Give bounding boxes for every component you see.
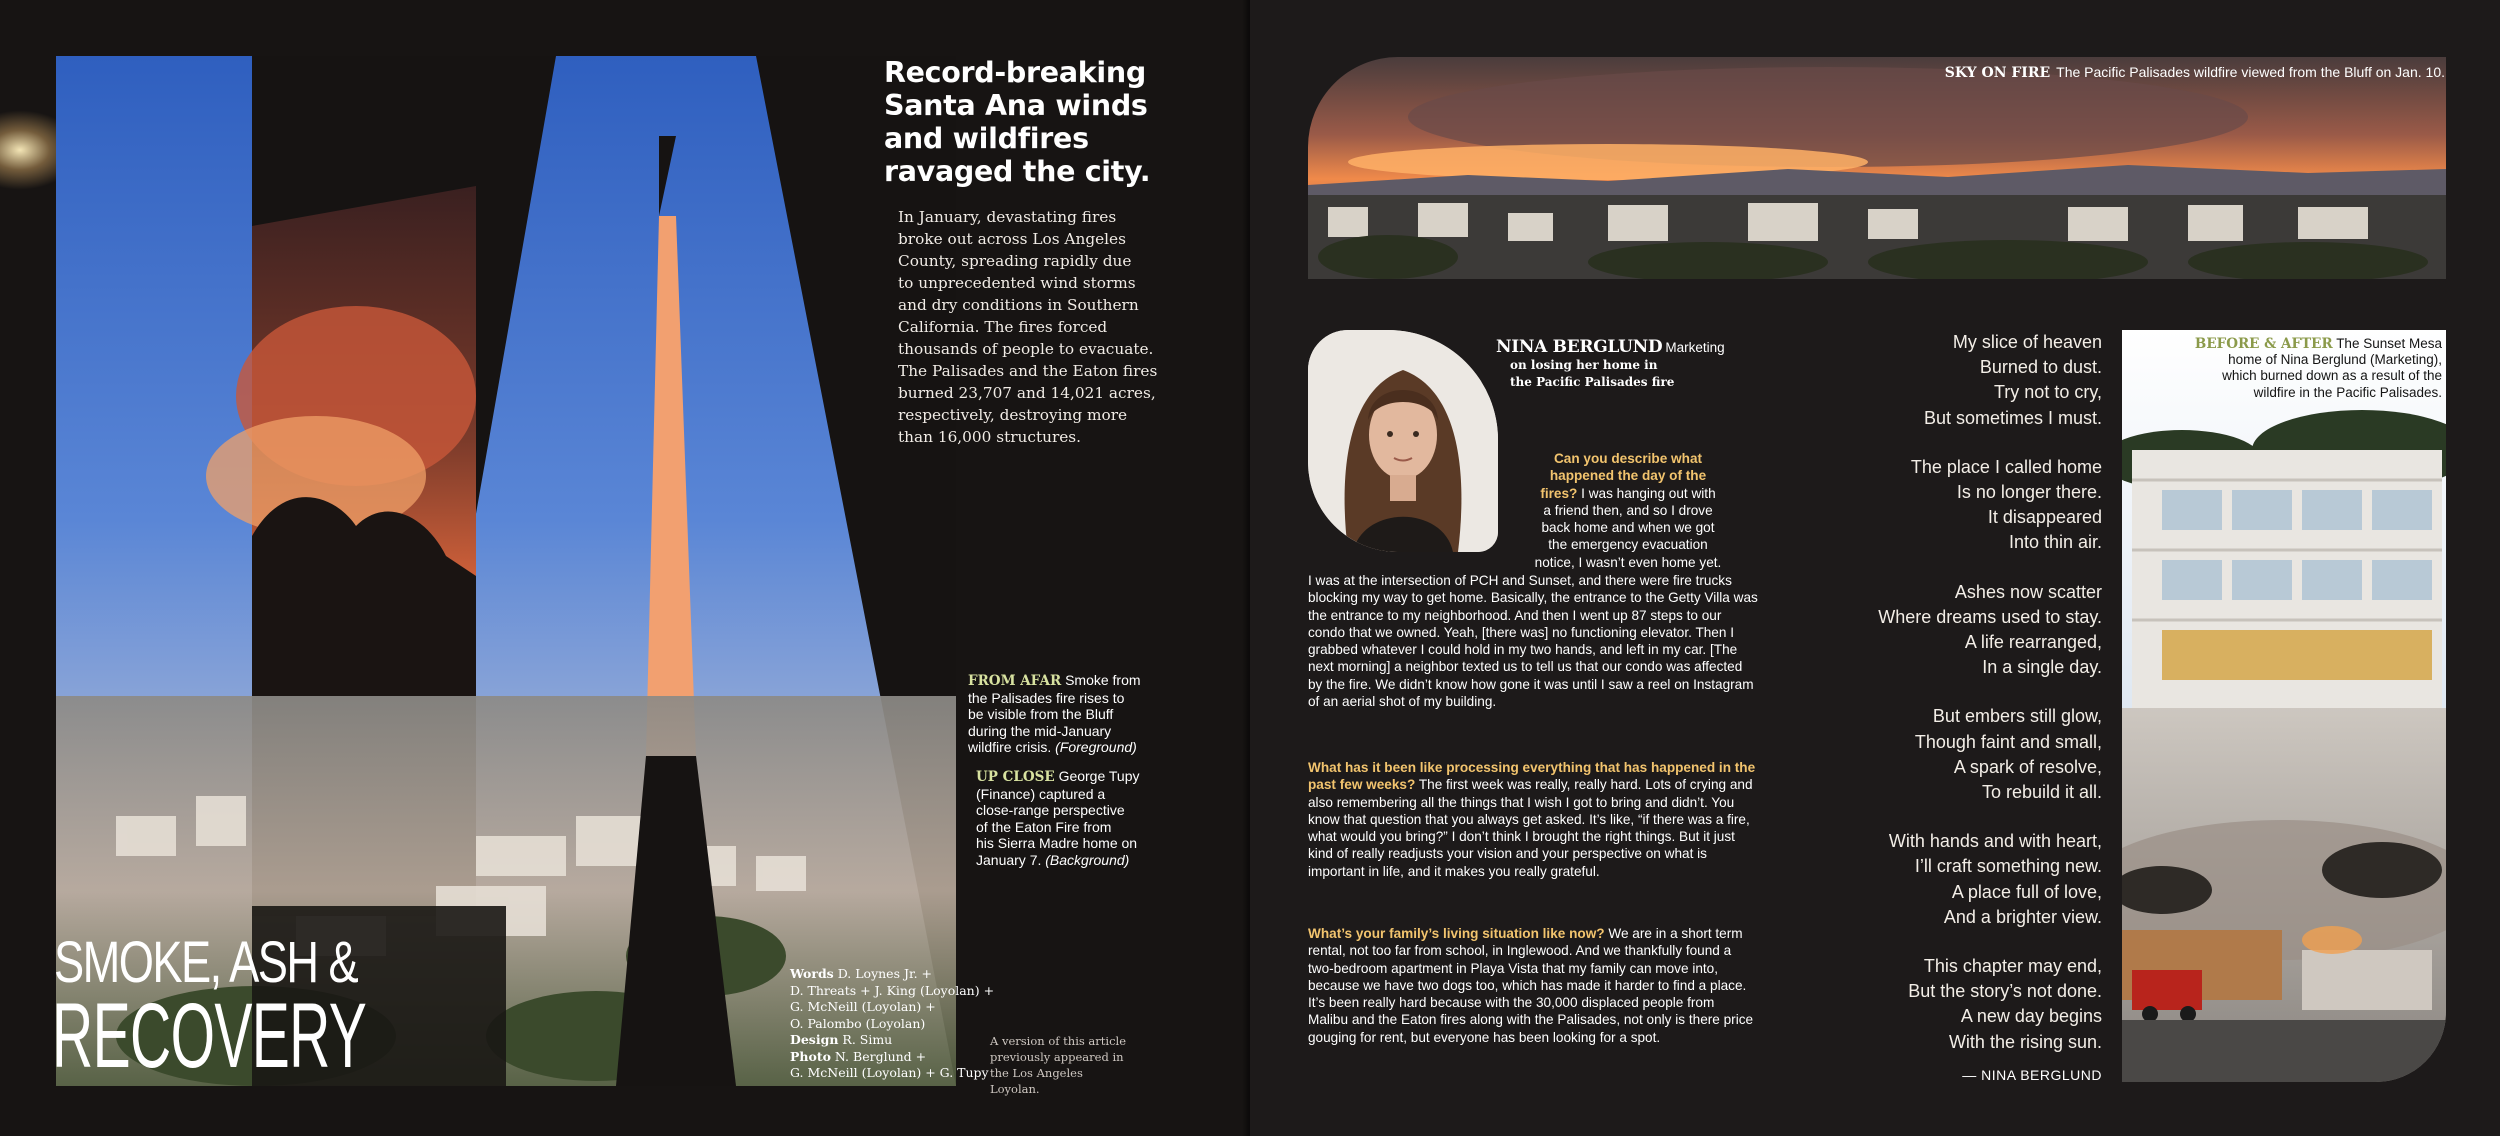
poem-line: Burned to dust. [1979, 357, 2102, 378]
caption-line: Smoke from [1065, 672, 1141, 688]
credits-text: O. Palombo (Loyolan) [790, 1015, 926, 1031]
caption-note: (Foreground) [1055, 739, 1137, 755]
caption-line: wildfire crisis. [968, 739, 1052, 755]
reprint-line: previously appeared in [990, 1050, 1124, 1064]
profile-role: Marketing [1665, 340, 1725, 355]
poem-stanza [1790, 330, 2102, 431]
intro-line: and dry conditions in Southern [898, 296, 1139, 314]
credits-text: R. Simu [842, 1032, 893, 1047]
caption-line: The Sunset Mesa [2336, 336, 2442, 351]
interview-answer: back home and when we got [1541, 520, 1715, 536]
intro-line: respectively, destroying more [898, 406, 1128, 424]
caption-line: be visible from the Bluff [968, 706, 1114, 722]
poem-stanza [1790, 580, 2102, 681]
poem-author: — NINA BERGLUND [1962, 1067, 2102, 1083]
intro-line: thousands of people to evacuate. [898, 340, 1154, 358]
interview-answer: the emergency evacuation [1548, 537, 1708, 553]
interview-answer: I was hanging out with [1577, 485, 1716, 501]
sunset-panorama-illustration [1308, 57, 2446, 279]
credits-text: N. Berglund + [834, 1048, 927, 1064]
reprint-line: A version of this article [990, 1034, 1127, 1048]
top-photo-caption [1945, 64, 2445, 81]
portrait-illustration [1308, 330, 1498, 552]
poem-line: Ashes now scatter [1954, 581, 2102, 602]
headline-line: Record-breaking [884, 56, 1146, 89]
caption-line: (Finance) captured a [976, 785, 1106, 802]
interview-answer-1: I was at the intersection of PCH and Sunset, and there were fire trucks blocking my way to get home. Basically, the entrance to the Getty Villa was the entrance to my neighborhood. And then I went up 87 steps to our condo that we owned. Yeah, [there was] no functioning elevator. Then I grabbed whatever I could hold in my two hands, and left in my car. [The next morning] a neighbor texted us to tell us that our condo was affected by the fire. We didn’t know how gone it was until I saw a reel on Instagram of an aerial shot of my building. [1308, 573, 1758, 710]
caption-line: during the mid-January [968, 722, 1112, 739]
poem-stanza [1790, 829, 2102, 930]
nina-berglund-portrait [1308, 330, 1498, 552]
interview-question: fires? [1540, 485, 1578, 501]
interview-answer: We are in a short term rental, not too far from school, in Inglewood. And we thankfully found a two-bedroom apartment in Playa Vista that my family can move into, because we have two dogs too, which has made it harder to find a place. It’s been really hard because with the 30,000 displaced people from Malibu and the Eaton fires along with the Palisades, not only is there price gouging for rent, but everyone has been looking for a spot. [1308, 926, 1754, 1045]
poem-line: Into thin air. [2008, 532, 2102, 553]
credits-label: Photo [790, 1048, 831, 1064]
credits [790, 966, 1010, 1082]
headline-line: Santa Ana winds [884, 89, 1148, 122]
before-after-caption [2130, 336, 2442, 401]
interview-question: What’s your family’s living situation like now? [1308, 926, 1605, 941]
sunset-panorama-photo [1308, 57, 2446, 279]
interview-question: What has it been like processing everything that has happened in the past few weeks? [1308, 760, 1756, 793]
poem-line: Though faint and small, [1914, 731, 2102, 752]
caption-line: his Sierra Madre home on [976, 835, 1138, 851]
caption-tag: UP CLOSE [976, 769, 1055, 785]
caption-line: home of Nina Berglund (Marketing), [2228, 352, 2442, 368]
poem-line: To rebuild it all. [1981, 782, 2102, 803]
before-after-illustration [2122, 330, 2446, 1082]
credits-text: D. Threats + J. King (Loyolan) + [790, 982, 995, 998]
poem-line: My slice of heaven [1952, 332, 2102, 352]
interview-opening [1498, 450, 1758, 571]
interview-answer: notice, I wasn’t even home yet. [1534, 554, 1722, 570]
profile-name: NINA BERGLUND [1496, 337, 1663, 357]
poem-line: But embers still glow, [1932, 706, 2102, 727]
poem-stanza [1790, 455, 2102, 556]
profile-subtitle-line: the Pacific Palisades fire [1510, 375, 1675, 389]
profile-subtitle-line: on losing her home in [1510, 358, 1658, 372]
poem-line: In a single day. [1982, 657, 2102, 678]
interview-block-3 [1308, 925, 1758, 1046]
poem-line: And a brighter view. [1943, 906, 2102, 927]
interview-question: Can you describe what [1553, 451, 1703, 466]
intro-line: burned 23,707 and 14,021 acres, [898, 384, 1156, 402]
intro-line: County, spreading rapidly due [898, 252, 1132, 270]
poem-line: A life rearranged, [1964, 632, 2102, 653]
credits-label: Words [790, 966, 834, 981]
credits-text: D. Loynes Jr. + [837, 966, 932, 981]
poem-line: But sometimes I must. [1923, 407, 2102, 428]
intro-line: to unprecedented wind storms [898, 274, 1136, 292]
caption-from-afar [968, 672, 1178, 756]
caption-up-close [976, 768, 1186, 868]
headline [884, 56, 1204, 188]
poem-line: Try not to cry, [1993, 382, 2102, 403]
poem-line: Where dreams used to stay. [1878, 606, 2102, 627]
before-after-photo [2122, 330, 2446, 1082]
poem-stanza [1790, 954, 2102, 1055]
caption-tag: SKY ON FIRE [1944, 65, 2051, 81]
headline-line: ravaged the city. [884, 155, 1151, 188]
credits-label: Design [790, 1032, 839, 1047]
right-page [1250, 0, 2500, 1136]
poem-line: With hands and with heart, [1888, 831, 2102, 852]
profile-subtitle [1510, 357, 1736, 391]
interview-block-2 [1308, 759, 1758, 880]
caption-line: George Tupy [1058, 768, 1140, 784]
interview-answer: a friend then, and so I drove [1543, 502, 1713, 518]
caption-line: January 7. [976, 851, 1042, 868]
poem [1790, 330, 2102, 1079]
interview-question: happened the day of the [1549, 468, 1707, 484]
poem-line: A new day begins [1960, 1006, 2102, 1027]
poem-line: A place full of love, [1951, 881, 2102, 902]
intro-line: broke out across Los Angeles [898, 230, 1126, 248]
story-title-line1: SMOKE, ASH & [54, 930, 358, 995]
intro-paragraph [898, 206, 1188, 448]
caption-text: The Pacific Palisades wildfire viewed from the Bluff on Jan. 10. [2056, 64, 2445, 80]
story-title-line2: RECOVERY [52, 985, 367, 1087]
interview-answer: The first week was really, really hard. Lots of crying and also remembering all the things that I wish I got to bring and didn’t. You know that question that you always get asked. It’s like, “if there was a fire, what would you bring?” I don’t think I brought the right things. But it just kind of really readjusts your vision and your perspective on what is important in life, and it makes you really grateful. [1308, 777, 1753, 879]
poem-line: The place I called home [1910, 456, 2102, 477]
caption-tag: BEFORE & AFTER [2194, 336, 2333, 352]
credits-text: G. McNeill (Loyolan) + [790, 999, 936, 1014]
intro-line: In January, devastating fires [898, 208, 1117, 226]
reprint-line: the Los Angeles Loyolan. [990, 1066, 1083, 1096]
caption-line: the Palisades fire rises to [968, 689, 1125, 706]
poem-line: Is no longer there. [1956, 482, 2102, 503]
poem-stanza [1790, 704, 2102, 805]
intro-line: California. The fires forced [898, 318, 1108, 336]
credits-text: G. McNeill (Loyolan) + G. Tupy [790, 1065, 989, 1080]
headline-line: and wildfires [884, 122, 1089, 155]
poem-line: This chapter may end, [1923, 956, 2102, 977]
profile-header [1496, 337, 1736, 391]
poem-line: With the rising sun. [1948, 1031, 2102, 1052]
caption-line: which burned down as a result of the [2222, 368, 2442, 384]
caption-line: wildfire in the Pacific Palisades. [2253, 384, 2442, 400]
intro-line: than 16,000 structures. [898, 428, 1082, 446]
poem-line: I’ll craft something new. [1914, 856, 2102, 877]
poem-line: But the story’s not done. [1908, 981, 2102, 1002]
intro-line: The Palisades and the Eaton fires [898, 362, 1158, 380]
poem-line: A spark of resolve, [1953, 756, 2102, 777]
caption-line: of the Eaton Fire from [976, 818, 1112, 835]
caption-tag: FROM AFAR [968, 673, 1062, 689]
caption-line: close-range perspective [976, 802, 1125, 818]
poem-line: It disappeared [1987, 507, 2102, 528]
caption-note: (Background) [1045, 851, 1130, 868]
reprint-note [990, 1033, 1130, 1097]
